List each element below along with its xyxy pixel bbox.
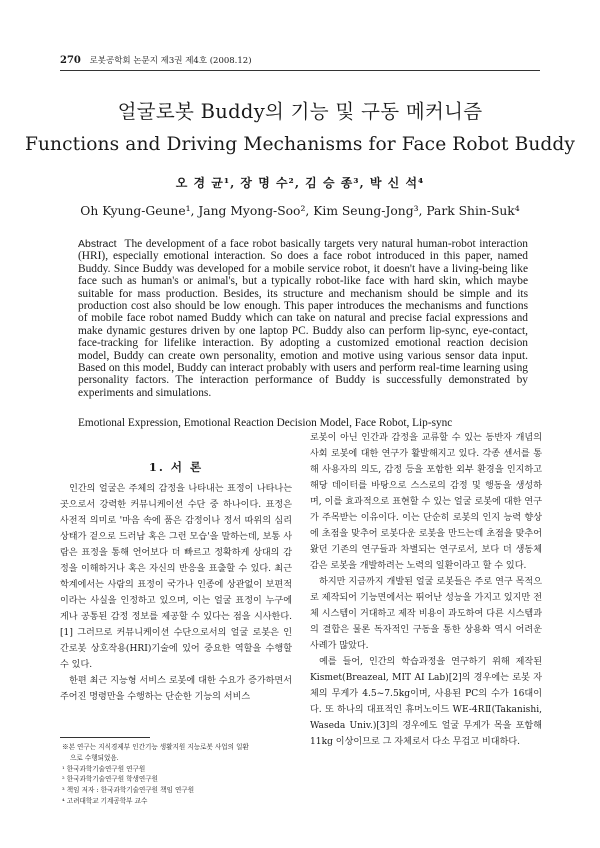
abstract [78, 238, 528, 399]
authors-english: Oh Kyung-Geune¹, Jang Myong-Soo², Kim Seung-Jong³, Park Shin-Suk⁴ [80, 204, 520, 218]
body-paragraph: 한편 최근 지능형 서비스 로봇에 대한 수요가 증가하면서 주어진 명령만을 수행하는 단순한 기능의 서비스 [60, 676, 292, 702]
footnotes [62, 742, 290, 807]
paper-title-english: Functions and Driving Mechanisms for Face Robot Buddy [24, 134, 576, 155]
keywords: Emotional Expression, Emotional Reaction Decision Model, Face Robot, Lip-sync [78, 417, 453, 429]
footnote-3: ³ 책임 저자 : 한국과학기술연구원 책임 연구원 [62, 786, 195, 795]
journal-name: 로봇공학회 논문지 제3권 제4호 (2008.12) [89, 56, 252, 66]
page-number: 270 [60, 55, 81, 66]
paper-title-korean: 얼굴로봇 Buddy의 기능 및 구동 메커니즘 [117, 100, 483, 123]
body-paragraph: 로봇이 아닌 인간과 감정을 교류할 수 있는 동반자 개념의 사회 로봇에 대한 연구가 활발해지고 있다. 각종 센서를 통해 사용자의 의도, 감정 등을 포함한 외부 환경을 인지하고 해당 데이터를 바탕으로 스스로의 감정 및 행동을 생성하며, 이를 효과적으로 표현할 수 있는 얼굴 로봇에 대한 연구가 주목받는 이유이다. 이는 단순히 로봇의 인지 능력 향상에 초점을 맞추어 로봇다운 로봇을 만드는데 초점을 맞추어 왔던 기존의 연구들과 차별되는 연구로서, 보다 더 생동체감은 로봇을 개발하려는 노력의 일환이라고 할 수 있다. [310, 433, 542, 571]
abstract-text: The development of a face robot basically targets very natural human-robot interaction (HRI), especially emotional interaction. So does a face robot introduced in this paper, named Buddy. Since Buddy was developed for a mobile service robot, it doesn't have a living-being like face such as human's or animal's, but a typically robot-like face with hard skin, which maybe suitable for mass production. Besides, its structure and mechanism should be simple and its production cost also should be low enough. This paper introduces the mechanisms and functions of mobile face robot named Buddy which can take on natural and precise facial expressions and make dynamic gestures driven by one laptop PC. Buddy also can perform lip-sync, eye-contact, face-tracking for lifelike interaction. By adopting a customized emotional reaction decision model, Buddy can create own personality, emotion and motive using various sensor data input. Based on this model, Buddy can interact probably with users and perform real-time learning using personality factors. The interaction performance of Buddy is successfully demonstrated by experiments and simulations. [78, 238, 528, 399]
running-header [60, 54, 252, 66]
footnote-funding: ※본 연구는 지식경제부 인간기능 생활지원 지능로봇 사업의 일환 [62, 743, 249, 751]
right-column [310, 430, 542, 750]
body-paragraph: 인간의 얼굴은 주체의 감정을 나타내는 표정이 나타나는 곳으로서 강력한 커뮤니케이션 수단 중 하나이다. 표정은 사전적 의미로 '마음 속에 품은 감정이나 정서 따위의 심리상태가 겉으로 드러남 혹은 그런 모습'을 말하는데, 보통 사람은 표정을 통해 언어보다 더 빠르고 정확하게 상대의 감정을 이해하거나 혹은 자신의 반응을 표출할 수 있다. 최근 학계에서는 사람의 표정이 국가나 인종에 상관없이 보편적이라는 사실을 인정하고 있으며, 이는 얼굴 표정이 누구에게나 공통된 감정 정보를 제공할 수 있다는 점을 시사한다.[1] 그러므로 커뮤니케이션 수단으로서의 얼굴 로봇은 인간로봇 상호작용(HRI)기술에 있어 중요한 역할을 수행할 수 있다. [60, 484, 292, 670]
abstract-label: Abstract [78, 238, 117, 250]
body-paragraph: 예를 들어, 인간의 학습과정을 연구하기 위해 제작된 Kismet(Breazeal, MIT AI Lab)[2]의 경우에는 로봇 자체의 무게가 4.5~7.5kg이며, 사용된 PC의 수가 16대이다. 또 하나의 대표적인 휴머노이드 WE-4RⅡ(Takanishi, Waseda Univ.)[3]의 경우에도 얼굴 무게가 목을 포함해 11kg 이상이므로 그 자체로서 다소 무겁고 비대하다. [310, 657, 542, 747]
left-column [60, 459, 292, 705]
section-heading: 1. 서 론 [148, 460, 204, 474]
footnote-funding-cont: 으로 수행되었음. [70, 753, 119, 762]
body-paragraph: 하지만 지금까지 개발된 얼굴 로봇들은 주로 연구 목적으로 제작되어 기능면에서는 뛰어난 성능을 가지고 있지만 전체 시스템이 거대하고 제작 비용이 과도하여 다른 시스템과의 결합은 물론 독자적인 구동을 통한 상용화 역시 어려운 사례가 많았다. [310, 577, 542, 651]
footnote-1: ¹ 한국과학기술연구원 연구원 [62, 764, 146, 773]
footnote-divider [60, 737, 150, 738]
footnote-2: ² 한국과학기술연구원 학생연구원 [62, 775, 159, 784]
footnote-4: ⁴ 고려대학교 기계공학부 교수 [62, 796, 148, 805]
authors-korean: 오 경 균¹, 장 명 수², 김 승 종³, 박 신 석⁴ [175, 176, 425, 190]
header-divider [60, 70, 540, 71]
